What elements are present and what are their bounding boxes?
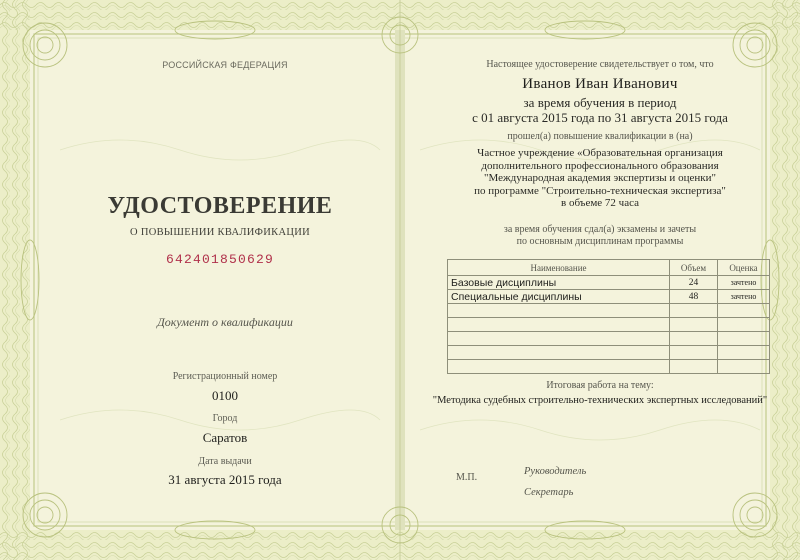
city-label: Город	[212, 413, 238, 424]
org-line: "Международная академия экспертизы и оценки"	[484, 172, 716, 184]
table-row	[448, 290, 770, 304]
country-heading: РОССИЙСКАЯ ФЕДЕРАЦИЯ	[162, 60, 288, 70]
issue-date-value: 31 августа 2015 года	[168, 472, 282, 487]
org-line: по программе "Строительно-техническая экспертиза"	[474, 184, 726, 197]
final-work-label: Итоговая работа на тему:	[546, 380, 654, 391]
grades-table	[447, 259, 770, 374]
organization-block	[430, 147, 770, 210]
holder-name: Иванов Иван Иванович	[522, 76, 678, 92]
document-title: УДОСТОВЕРЕНИЕ	[107, 193, 333, 219]
table-row-empty	[448, 318, 770, 332]
row-volume: 24	[670, 276, 718, 290]
registration-label: Регистрационный номер	[172, 371, 278, 382]
secretary-signature-label: Секретарь	[524, 487, 574, 498]
qualification-doc-label: Документ о квалификации	[157, 315, 293, 329]
header-grade: Оценка	[718, 260, 770, 276]
org-line: Частное учреждение «Образовательная организация	[477, 147, 723, 159]
exam-line-2: по основным дисциплинам программы	[516, 236, 684, 247]
row-grade: зачтено	[718, 276, 770, 290]
header-volume: Объем	[670, 260, 718, 276]
final-work-topic: "Методика судебных строительно-технических экспертных исследований"	[432, 395, 768, 406]
period-line-2: с 01 августа 2015 года по 31 августа 2015 года	[472, 110, 728, 125]
table-row	[448, 276, 770, 290]
period-line-1: за время обучения в период	[523, 95, 677, 110]
registration-number: 0100	[212, 388, 238, 403]
row-name: Базовые дисциплины	[448, 276, 670, 290]
table-row-empty	[448, 332, 770, 346]
row-name: Специальные дисциплины	[448, 290, 670, 304]
intro-text: Настоящее удостоверение свидетельствует о том, что	[486, 59, 714, 70]
table-row-empty	[448, 304, 770, 318]
table-header-row	[448, 260, 770, 276]
row-grade: зачтено	[718, 290, 770, 304]
org-line: дополнительного профессионального образования	[481, 159, 719, 172]
header-name: Наименование	[448, 260, 670, 276]
seal-label: М.П.	[456, 472, 478, 483]
issue-date-label: Дата выдачи	[198, 456, 252, 467]
exam-line-1: за время обучения сдал(а) экзамены и зачеты	[503, 224, 697, 235]
head-signature-label: Руководитель	[524, 466, 587, 477]
table-row-empty	[448, 346, 770, 360]
document-subtitle: О ПОВЫШЕНИИ КВАЛИФИКАЦИИ	[130, 227, 310, 238]
row-volume: 48	[670, 290, 718, 304]
table-row-empty	[448, 360, 770, 374]
city-value: Саратов	[202, 430, 248, 445]
org-line: в объеме 72 часа	[561, 197, 639, 209]
training-label: прошел(а) повышение квалификации в (на)	[507, 131, 693, 142]
serial-number: 642401850629	[165, 252, 274, 267]
